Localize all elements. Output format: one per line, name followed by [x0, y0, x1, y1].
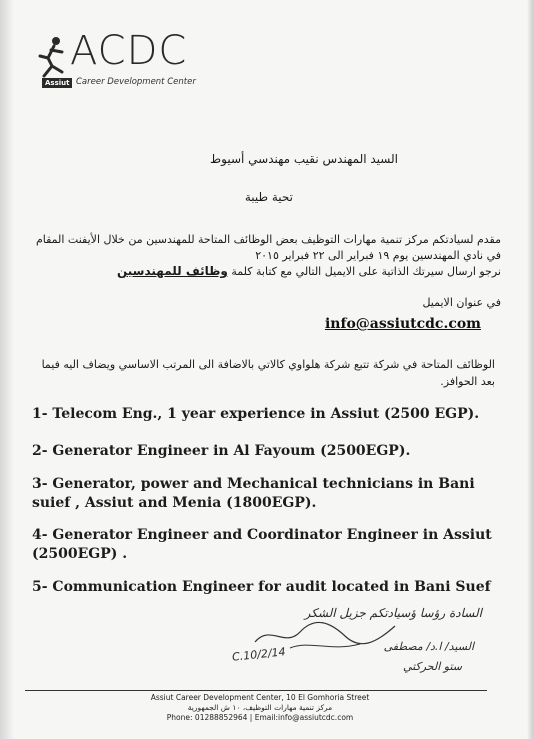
job-item: 4- Generator Engineer and Coordinator Engineer in Assiut (2500EGP) .	[32, 527, 492, 562]
footer-address: Assiut Career Development Center, 10 El Gomhoria Street	[150, 693, 370, 702]
logo-wordmark: ACDC	[70, 28, 188, 74]
signature-date: C.10/2/14	[231, 645, 287, 664]
jobs-intro-paragraph: الوظائف المتاحة في شركة تتبع شركة هلواوي كالاتي بالاضافة الى المرتب الاساسي ويضاف اليه فيما بعد الحوافز.	[41, 358, 495, 388]
job-item: 3- Generator, power and Mechanical technicians in Bani suief , Assiut and Menia (1800EGP).	[32, 476, 475, 511]
footer-divider	[25, 690, 487, 691]
acdc-logo	[36, 28, 226, 94]
instruction-paragraph	[31, 263, 501, 280]
greeting: تحية طيبة	[244, 190, 293, 204]
signature-line: ستو الحركتي	[402, 660, 462, 673]
footer-contact: Phone: 01288852964 | Email:info@assiutcdc.com	[166, 713, 354, 722]
handwritten-signature	[230, 600, 500, 680]
job-item: 2- Generator Engineer in Al Fayoum (2500EGP).	[32, 443, 411, 459]
signature-line: السيد/ ا.د/ مصطفى	[383, 640, 474, 653]
job-item: 5- Communication Engineer for audit located in Bani Suef	[32, 579, 491, 595]
scan-shadow-left	[0, 0, 14, 739]
logo-subtitle: Career Development Center	[76, 77, 196, 87]
scan-shadow-right	[527, 0, 533, 739]
signature-scribble-icon	[250, 614, 400, 654]
email-intro: في عنوان الايميل	[422, 296, 501, 309]
subject-keyword: وظائف للمهندسين	[116, 264, 228, 278]
instruction-text: نرجو ارسال سيرتك الذاتية على الايميل التالي مع كتابة كلمة	[231, 265, 501, 278]
email-address[interactable]: info@assiutcdc.com	[324, 316, 481, 332]
salutation: السيد المهندس نقيب مهندسي أسيوط	[210, 152, 398, 166]
job-item: 1- Telecom Eng., 1 year experience in Assiut (2500 EGP).	[32, 406, 480, 422]
intro-paragraph: مقدم لسيادتكم مركز تنمية مهارات التوظيف بعض الوظائف المتاحة للمهندسين من خلال الأيفنت المقام في نادي المهندسين يوم ١٩ فبراير الى ٢٢ فبراير ٢٠١٥	[35, 233, 501, 262]
letterhead-footer	[60, 693, 460, 723]
running-figure-icon	[36, 36, 70, 80]
signature-line: السادة رؤسا ؤسيادتكم جزيل الشكر	[304, 606, 482, 620]
logo-badge: Assiut	[42, 78, 72, 88]
footer-address-arabic: مركز تنمية مهارات التوظيف، ١٠ ش الجمهورية	[187, 703, 333, 712]
